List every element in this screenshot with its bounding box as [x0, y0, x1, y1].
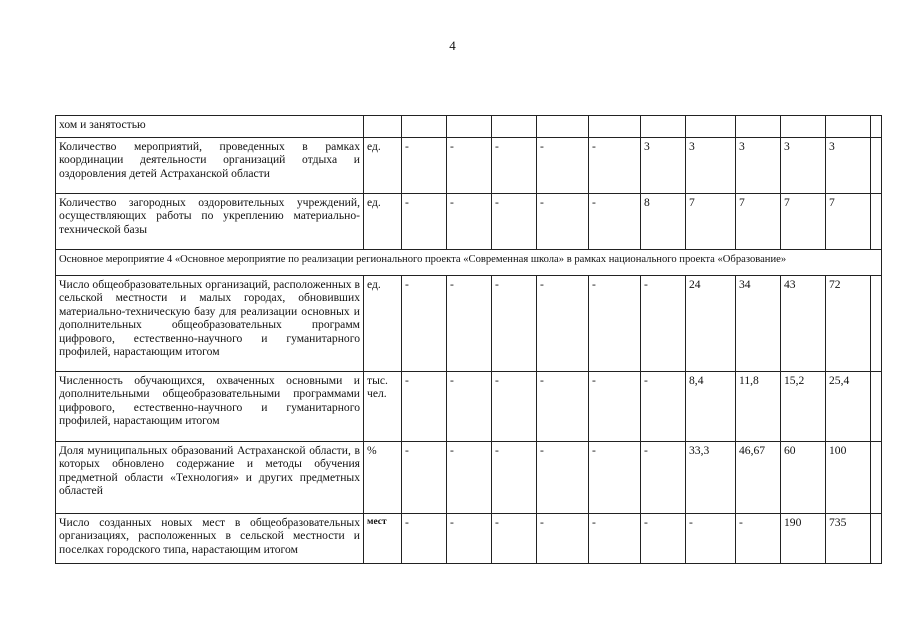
value-cell: 3 — [641, 138, 686, 194]
value-cell: - — [641, 276, 686, 372]
unit-cell: тыс. чел. — [364, 372, 402, 442]
value-cell: 33,3 — [686, 442, 736, 514]
indicator-cell: хом и занятостью — [56, 116, 364, 138]
value-cell: - — [492, 276, 537, 372]
indicator-cell: Количество загородных оздоровительных учреждений, осуществляющих работы по укреплению материально-технической базы — [56, 194, 364, 250]
value-cell: 11,8 — [736, 372, 781, 442]
value-cell — [492, 116, 537, 138]
value-cell — [402, 116, 447, 138]
value-cell: - — [589, 372, 641, 442]
value-cell — [871, 194, 882, 250]
value-cell: - — [402, 514, 447, 564]
value-cell: - — [736, 514, 781, 564]
unit-cell: ед. — [364, 194, 402, 250]
value-cell: - — [641, 514, 686, 564]
value-cell: - — [402, 276, 447, 372]
table-row — [56, 276, 882, 372]
value-cell: - — [492, 372, 537, 442]
value-cell: - — [537, 372, 589, 442]
value-cell — [871, 514, 882, 564]
value-cell: 34 — [736, 276, 781, 372]
value-cell: 3 — [686, 138, 736, 194]
value-cell: 3 — [781, 138, 826, 194]
value-cell — [686, 116, 736, 138]
value-cell — [589, 116, 641, 138]
value-cell: - — [402, 138, 447, 194]
value-cell: - — [402, 442, 447, 514]
value-cell: - — [492, 194, 537, 250]
value-cell: - — [447, 442, 492, 514]
value-cell: 3 — [826, 138, 871, 194]
value-cell: - — [641, 442, 686, 514]
unit-cell — [364, 116, 402, 138]
unit-cell: ед. — [364, 276, 402, 372]
value-cell — [736, 116, 781, 138]
value-cell: 72 — [826, 276, 871, 372]
value-cell: - — [537, 194, 589, 250]
value-cell: 46,67 — [736, 442, 781, 514]
value-cell: 43 — [781, 276, 826, 372]
unit-cell: мест — [364, 514, 402, 564]
value-cell: - — [537, 276, 589, 372]
value-cell: 7 — [781, 194, 826, 250]
value-cell: 15,2 — [781, 372, 826, 442]
value-cell: - — [686, 514, 736, 564]
value-cell — [871, 116, 882, 138]
value-cell: 3 — [736, 138, 781, 194]
value-cell — [871, 138, 882, 194]
value-cell — [537, 116, 589, 138]
table-row — [56, 514, 882, 564]
value-cell: - — [589, 442, 641, 514]
value-cell: - — [589, 514, 641, 564]
table-body — [56, 116, 882, 564]
section-row — [56, 250, 882, 276]
value-cell: - — [447, 194, 492, 250]
value-cell — [447, 116, 492, 138]
value-cell — [826, 116, 871, 138]
value-cell: 735 — [826, 514, 871, 564]
value-cell: 7 — [736, 194, 781, 250]
page-number: 4 — [449, 38, 456, 53]
value-cell: - — [402, 372, 447, 442]
indicators-table — [55, 115, 882, 564]
value-cell: - — [537, 514, 589, 564]
value-cell: - — [537, 442, 589, 514]
value-cell: - — [402, 194, 447, 250]
value-cell: - — [537, 138, 589, 194]
value-cell: - — [492, 442, 537, 514]
value-cell — [641, 116, 686, 138]
value-cell: 190 — [781, 514, 826, 564]
table-row — [56, 138, 882, 194]
table-row — [56, 116, 882, 138]
value-cell: - — [589, 276, 641, 372]
value-cell: 8 — [641, 194, 686, 250]
value-cell: - — [447, 372, 492, 442]
value-cell: - — [492, 514, 537, 564]
indicator-cell: Численность обучающихся, охваченных основными и дополнительными общеобразовательными программами цифрового, естественно-научного и гуманитарного профилей, нарастающим итогом — [56, 372, 364, 442]
indicator-cell: Число созданных новых мест в общеобразовательных организациях, расположенных в сельской местности и поселках городского типа, нарастающим итогом — [56, 514, 364, 564]
indicator-cell: Число общеобразовательных организаций, расположенных в сельской местности и малых городах, обновивших материально-техническую базу для реализации основных и дополнительных общеобразовательных программ цифрового, естественно-научного и гуманитарного профилей, нарастающим итогом — [56, 276, 364, 372]
value-cell — [871, 276, 882, 372]
value-cell: - — [589, 194, 641, 250]
value-cell: - — [447, 514, 492, 564]
table-row — [56, 372, 882, 442]
value-cell: - — [589, 138, 641, 194]
value-cell: 100 — [826, 442, 871, 514]
value-cell: - — [641, 372, 686, 442]
value-cell — [871, 442, 882, 514]
value-cell: - — [492, 138, 537, 194]
value-cell: 8,4 — [686, 372, 736, 442]
unit-cell: ед. — [364, 138, 402, 194]
value-cell — [871, 372, 882, 442]
value-cell: 7 — [826, 194, 871, 250]
value-cell: 7 — [686, 194, 736, 250]
section-title: Основное мероприятие 4 «Основное мероприятие по реализации регионального проекта «Современная школа» в рамках национального проекта «Образование» — [56, 250, 882, 276]
value-cell: 24 — [686, 276, 736, 372]
value-cell — [781, 116, 826, 138]
value-cell: - — [447, 276, 492, 372]
table-row — [56, 442, 882, 514]
value-cell: - — [447, 138, 492, 194]
table-row — [56, 194, 882, 250]
indicator-cell: Доля муниципальных образований Астраханской области, в которых обновлено содержание и методы обучения предметной области «Технология» и других предметных областей — [56, 442, 364, 514]
value-cell: 60 — [781, 442, 826, 514]
unit-cell: % — [364, 442, 402, 514]
value-cell: 25,4 — [826, 372, 871, 442]
indicator-cell: Количество мероприятий, проведенных в рамках координации деятельности организаций отдыха и оздоровления детей Астраханской области — [56, 138, 364, 194]
